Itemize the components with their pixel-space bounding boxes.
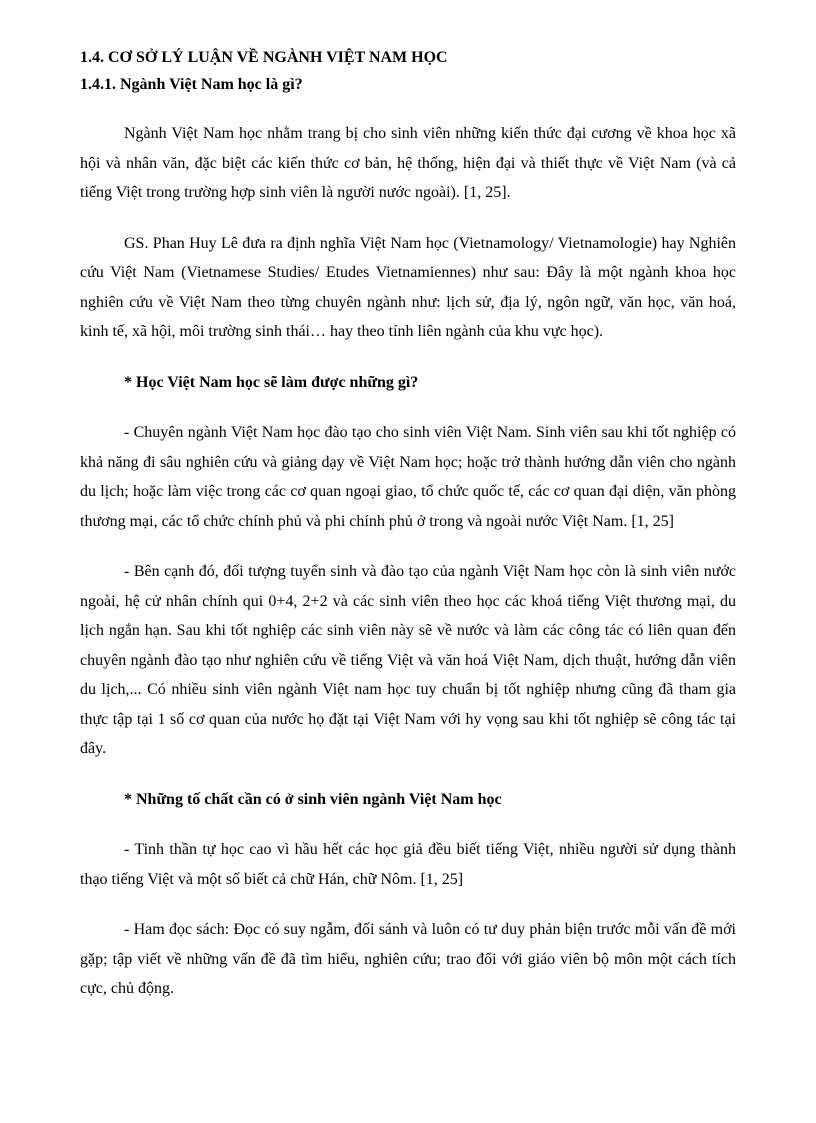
career-paragraph-2: - Bên cạnh đó, đối tượng tuyển sinh và đào tạo của ngành Việt Nam học còn là sinh viên nước ngoài, hệ cử nhân chính qui 0+4, 2+2 và các sinh viên theo học các khoá tiếng Việt thương mại, du lịch ngắn hạn. Sau khi tốt nghiệp các sinh viên này sẽ về nước và làm các công tác có liên quan đến chuyên ngành đào tạo như nghiên cứu về tiếng Việt và văn hoá Việt Nam, dịch thuật, hướng dẫn viên du lịch,... Có nhiều sinh viên ngành Việt nam học tuy chuẩn bị tốt nghiệp nhưng cũng đã tham gia thực tập tại 1 số cơ quan của nước họ đặt tại Việt Nam với hy vọng sau khi tốt nghiệp sẽ công tác tại đây. bbox=[80, 563, 736, 757]
document-page bbox=[80, 44, 736, 1004]
section-subtitle: 1.4.1. Ngành Việt Nam học là gì? bbox=[80, 76, 303, 93]
career-heading: * Học Việt Nam học sẽ làm được những gì? bbox=[124, 373, 419, 391]
intro-paragraph-2: GS. Phan Huy Lê đưa ra định nghĩa Việt Nam học (Vietnamology/ Vietnamologie) hay Nghiên cứu Việt Nam (Vietnamese Studies/ Etudes Vietnamiennes) như sau: Đây là một ngành khoa học nghiên cứu về Việt Nam theo từng chuyên ngành như: lịch sử, địa lý, ngôn ngữ, văn học, văn hoá, kinh tế, xã hội, môi trường sinh thái… hay theo tính liên ngành của khu vực học). bbox=[80, 234, 736, 340]
career-paragraph-1: - Chuyên ngành Việt Nam học đào tạo cho sinh viên Việt Nam. Sinh viên sau khi tốt nghiệp có khả năng đi sâu nghiên cứu và giảng dạy về Việt Nam học; hoặc trở thành hướng dẫn viên cho ngành du lịch; hoặc làm việc trong các cơ quan ngoại giao, tổ chức quốc tế, các cơ quan đại diện, văn phòng thương mại, các tổ chức chính phủ và phi chính phủ ở trong và ngoài nước Việt Nam. [1, 25] bbox=[80, 424, 736, 530]
section-title: 1.4. CƠ SỞ LÝ LUẬN VỀ NGÀNH VIỆT NAM HỌC bbox=[80, 49, 448, 66]
qualities-paragraph-2: - Ham đọc sách: Đọc có suy ngẫm, đối sánh và luôn có tư duy phản biện trước mỗi vấn đề mới gặp; tập viết về những vấn đề đã tìm hiểu, nghiên cứu; trao đổi với giáo viên bộ môn một cách tích cực, chủ động. bbox=[80, 921, 736, 997]
qualities-heading: * Những tố chất cần có ở sinh viên ngành Việt Nam học bbox=[124, 790, 502, 808]
qualities-paragraph-1: - Tinh thần tự học cao vì hầu hết các học giả đều biết tiếng Việt, nhiều người sử dụng thành thạo tiếng Việt và một số biết cả chữ Hán, chữ Nôm. [1, 25] bbox=[80, 841, 736, 888]
intro-paragraph-1: Ngành Việt Nam học nhằm trang bị cho sinh viên những kiến thức đại cương về khoa học xã hội và nhân văn, đặc biệt các kiến thức cơ bản, hệ thống, hiện đại và thiết thực về Việt Nam (và cả tiếng Việt trong trường hợp sinh viên là người nước ngoài). [1, 25]. bbox=[80, 125, 736, 201]
